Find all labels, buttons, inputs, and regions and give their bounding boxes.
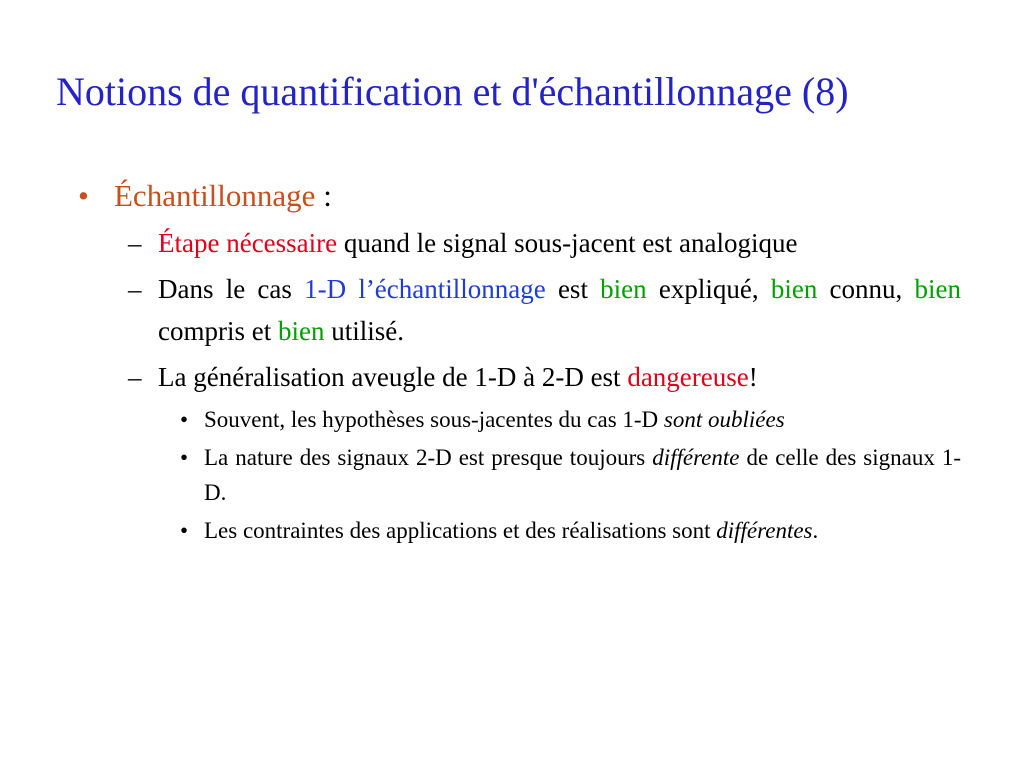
subpoint-generalisation xyxy=(128,356,961,398)
highlight-bien: bien xyxy=(600,274,647,304)
slide-content xyxy=(0,176,1024,551)
etape-necessaire: Étape nécessaire xyxy=(158,228,338,258)
slide-title: Notions de quantification et d'échantillonnage (8) xyxy=(56,69,849,114)
bullet-icon: • xyxy=(180,518,189,543)
text-segment: utilisé. xyxy=(324,316,404,346)
text-segment: Dans le cas xyxy=(158,274,305,304)
text-segment: ! xyxy=(748,362,758,392)
italic-text: différente xyxy=(652,445,740,470)
text-segment: est xyxy=(545,274,601,304)
bullet-icon: • xyxy=(78,178,89,213)
detail-nature xyxy=(180,440,961,510)
text-segment: de celle des signaux 1-D. xyxy=(204,445,961,505)
text-segment: Souvent, les hypothèses sous-jacentes du cas 1-D xyxy=(204,407,664,432)
text-segment: Les contraintes des applications et des réalisations sont xyxy=(204,518,717,543)
italic-text: sont oubliées xyxy=(663,407,785,432)
text-segment: La généralisation aveugle de 1-D à 2-D est xyxy=(158,362,628,392)
bullet-icon: • xyxy=(180,407,189,432)
bullet-icon: • xyxy=(180,445,189,470)
subpoint-etape xyxy=(128,222,961,264)
italic-text: différentes xyxy=(716,518,813,543)
detail-hypotheses xyxy=(180,402,961,437)
subpoint-cas-1d xyxy=(128,268,961,352)
highlight-bien: bien xyxy=(914,274,961,304)
dash-icon: – xyxy=(128,228,142,258)
dash-icon: – xyxy=(128,362,142,392)
dash-icon: – xyxy=(128,274,142,304)
heading-echantillonnage: Échantillonnage xyxy=(114,178,316,213)
detail-contraintes xyxy=(180,513,961,548)
text-segment: . xyxy=(812,518,819,543)
text-segment: La nature des signaux 2-D est presque toujours xyxy=(204,445,653,470)
text-segment: compris et xyxy=(158,316,278,346)
heading-colon: : xyxy=(315,178,332,213)
highlight-dangereuse: dangereuse xyxy=(627,362,749,392)
etape-text: quand le signal sous-jacent est analogique xyxy=(337,228,798,258)
text-segment: connu, xyxy=(817,274,915,304)
text-segment: expliqué, xyxy=(646,274,771,304)
highlight-1d: 1-D l’échantillonnage xyxy=(304,274,546,304)
highlight-bien: bien xyxy=(277,316,325,346)
bullet-echantillonnage xyxy=(0,176,1024,222)
highlight-bien: bien xyxy=(770,274,818,304)
